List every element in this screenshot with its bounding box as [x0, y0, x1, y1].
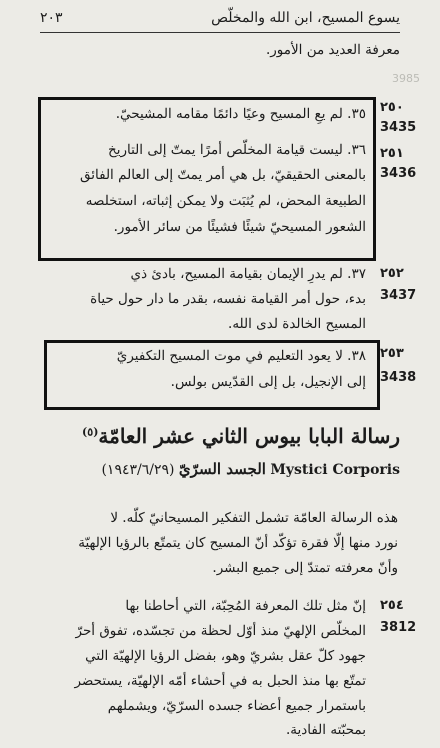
section-250-number-ar: ٢٥٠: [380, 100, 404, 115]
section-253-line-1: ٣٨. لا يعود التعليم في موت المسيح التكفيريّ: [116, 348, 366, 364]
section-252-line-1: ٣٧. لم يدرِ الإيمان بقيامة المسيح، بادئ ذي: [130, 266, 366, 282]
section-254-line-4: تمتّع بها منذ الحبل به في أحشاء أمّه الإلهيّة، يستحضر: [74, 673, 366, 689]
paragraph-1-line-1: هذه الرسالة العامّة تشمل التفكير المسيحانيّ كلّه. لا: [110, 510, 398, 526]
section-252-number-ar: ٢٥٢: [380, 266, 404, 281]
encyclical-latin-name: Mystici Corporis: [270, 462, 400, 478]
running-title: يسوع المسيح، ابن الله والمخلّص: [211, 10, 400, 26]
section-252-line-2: بدء، حول أمر القيامة نفسه، بقدر ما دار حول حياة: [90, 291, 366, 307]
bleed-through-number: 3985: [392, 72, 420, 85]
section-251-number-en: 3436: [380, 166, 417, 181]
section-253-line-2: إلى الإنجيل، بل إلى القدّيس بولس.: [170, 374, 366, 390]
page-number: ٢٠٣: [40, 10, 63, 26]
section-254-line-3: جهود كلّ عقل بشريّ وهو، بفضل الرؤيا الإلهيّة التي: [85, 648, 366, 664]
section-252-line-3: المسيح الخالدة لدى الله.: [228, 316, 366, 332]
section-251-line-3: الطبيعة المحض، لم يُثبَت ولا يمكن إثباته، استخلصه: [85, 193, 366, 209]
section-254-number-en: 3812: [380, 620, 417, 635]
intro-line: معرفة العديد من الأمور.: [265, 42, 400, 58]
section-254-line-1: إنّ مثل تلك المعرفة المُحِبّة، التي أحاطنا بها: [125, 598, 366, 614]
section-251-number-ar: ٢٥١: [380, 146, 404, 161]
section-251-line-2: بالمعنى الحقيقيّ، بل هي أمر يمتّ إلى العالم الفائق: [79, 167, 366, 183]
section-254-line-2: المخلّص الإلهيّ منذ أوّل لحظة من تجسّده، تفوق أحرّ: [75, 623, 366, 639]
section-251-line-1: ٣٦. ليست قيامة المخلّص أمرًا يمتّ إلى التاريخ: [108, 142, 366, 158]
encyclical-subtitle: [101, 460, 400, 478]
section-251-line-4: الشعور المسيحيّ شيئًا فشيئًا من سائر الأمور.: [113, 219, 366, 235]
header-rule: [40, 32, 400, 33]
section-252-number-en: 3437: [380, 288, 417, 303]
paragraph-1-line-2: نورد منها إلّا فقرة تؤكّد أنّ المسيح كان يتمتّع بالرؤيا الإلهيّة: [78, 535, 398, 551]
page-header: [40, 8, 400, 32]
section-254-line-5: باستمرار جميع أعضاء جسده السرّيّ، ويشملهم: [107, 698, 366, 714]
paragraph-1-line-3: وأنّ معرفته تمتدّ إلى جميع البشر.: [212, 560, 398, 576]
section-250-number-en: 3435: [380, 120, 417, 135]
encyclical-title: [82, 424, 400, 448]
footnote-mark: (٥): [82, 425, 99, 439]
encyclical-title-text: رسالة البابا بيوس الثاني عشر العامّة: [98, 424, 400, 448]
section-254-number-ar: ٢٥٤: [380, 598, 404, 613]
section-254-line-6: بمحبّته الفادية.: [285, 722, 366, 738]
encyclical-arabic-name: الجسد السرّيّ: [178, 460, 266, 478]
encyclical-date: (١٩٤٣/٦/٢٩): [101, 462, 175, 478]
section-253-number-ar: ٢٥٣: [380, 346, 404, 361]
section-250-line-1: ٣٥. لم يعِ المسيح وعيًا دائمًا مقامه المشيحيّ.: [115, 106, 366, 122]
section-253-number-en: 3438: [380, 370, 417, 385]
